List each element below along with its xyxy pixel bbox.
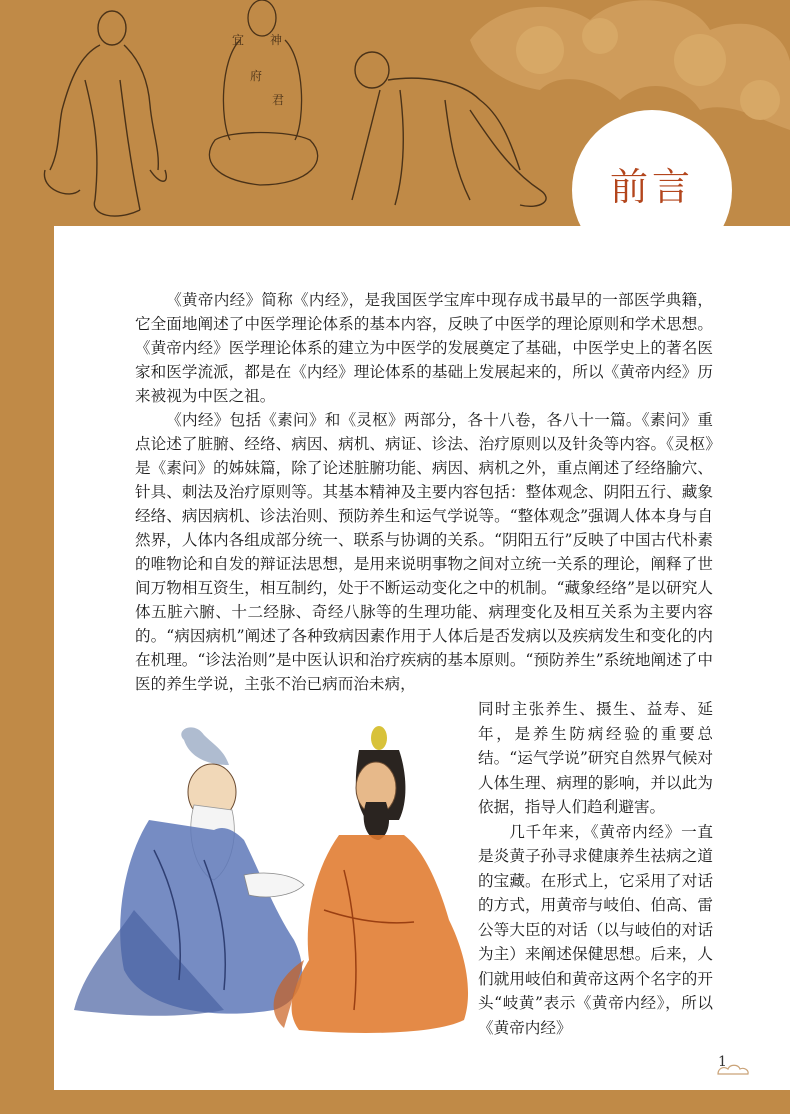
paragraph-2-continuation: 同时主张养生、摄生、益寿、延年，是养生防病经验的重要总结。“运气学说”研究自然界气候对人体生理、病理的影响，并以此为依据，指导人们趋利避害。 — [478, 700, 713, 816]
paragraph-3: 几千年来，《黄帝内经》一直是炎黄子孙寻求健康养生祛病之道的宝藏。在形式上，它采用了对话的方式，用黄帝与岐伯、伯高、雷公等大臣的对话（以与岐伯的对话为主）来阐述保健思想。后来，人们就用岐伯和黄帝这两个名字的开头“岐黄”表示《黄帝内经》，所以《黄帝内经》 — [478, 822, 713, 1037]
body-text — [135, 288, 713, 696]
cloud-ornament-icon — [716, 1062, 750, 1078]
page-title: 前言 — [609, 165, 694, 209]
svg-text:宜: 宜 — [232, 33, 245, 47]
svg-text:府: 府 — [250, 69, 263, 83]
paragraph-1: 《黄帝内经》简称《内经》，是我国医学宝库中现存成书最早的一部医学典籍，它全面地阐述了中医学理论体系的基本内容，反映了中医学的理论原则和学术思想。《黄帝内经》医学理论体系的建立为中医学的发展奠定了基础，中医学史上的著名医家和医学流派，都是在《内经》理论体系的基础上发展起来的，所以《黄帝内经》历来被视为中医之祖。 — [135, 291, 713, 405]
svg-text:神: 神 — [270, 33, 283, 47]
page-number: 1 — [718, 1054, 727, 1070]
paragraph-2: 《内经》包括《素问》和《灵枢》两部分，各十八卷，各八十一篇。《素问》重点论述了脏腑、经络、病因、病机、病证、诊法、治疗原则以及针灸等内容。《灵枢》是《素问》的姊妹篇，除了论述脏腑功能、病因、病机之外，重点阐述了经络腧穴、针具、刺法及治疗原则等。其基本精神及主要内容包括：整体观念、阴阳五行、藏象经络、病因病机、诊法治则、预防养生和运气学说等。“整体观念”强调人体本身与自然界，人体内各组成部分统一、联系与协调的关系。“阴阳五行”反映了中国古代朴素的唯物论和自发的辩证法思想，是用来说明事物之间对立统一关系的理论，阐释了世间万物相互资生，相互制约，处于不断运动变化之中的机制。“藏象经络”是以研究人体五脏六腑、十二经脉、奇经八脉等的生理功能、病理变化及相互关系为主要内容的。“病因病机”阐述了各种致病因素作用于人体后是否发病以及疾病发生和变化的内在机理。“诊法治则”是中医认识和治疗疾病的基本原则。“预防养生”系统地阐述了中医的养生学说，主张不治已病而治未病， — [135, 411, 713, 693]
sages-illustration — [54, 710, 484, 1040]
sage-figure — [74, 727, 304, 1015]
side-text — [478, 697, 713, 1040]
svg-text:君: 君 — [272, 93, 285, 107]
emperor-figure — [274, 726, 468, 1033]
